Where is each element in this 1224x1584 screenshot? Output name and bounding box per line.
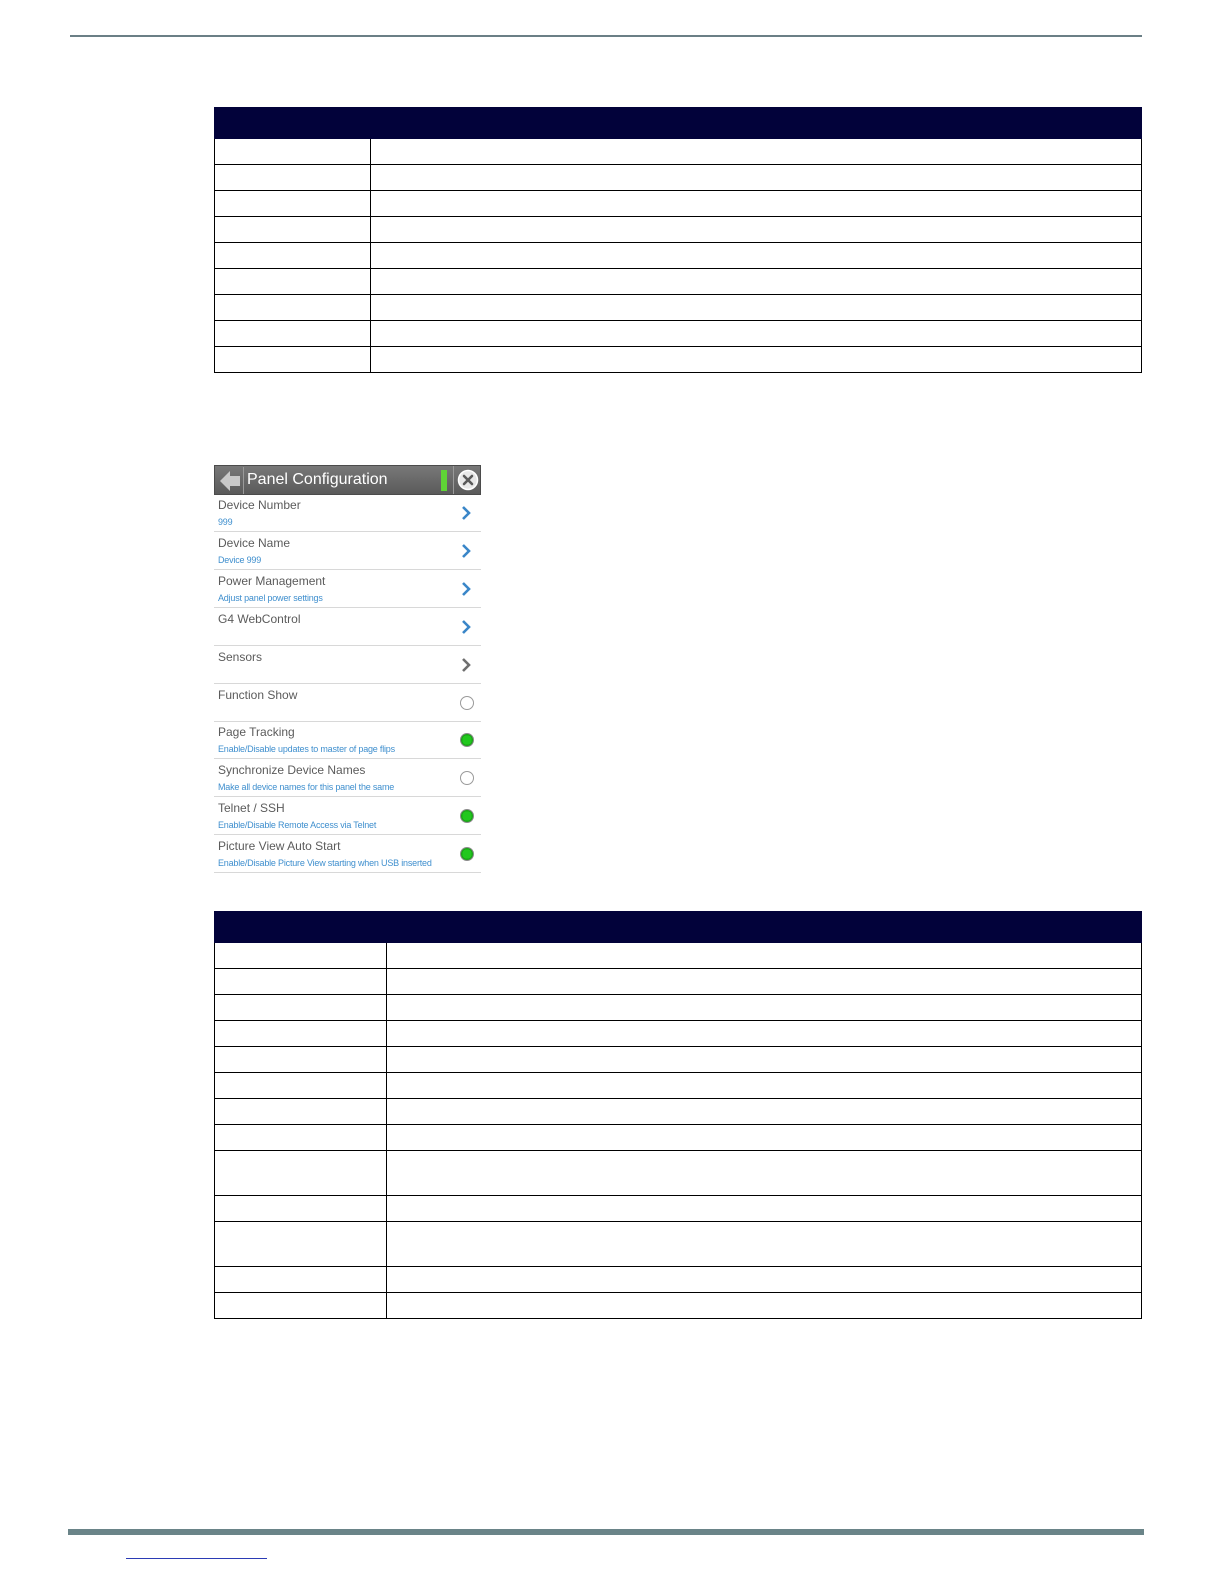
row-label: Telnet / SSH [218, 801, 285, 815]
close-icon [457, 469, 479, 491]
table-row [215, 1196, 1142, 1222]
table-row [215, 243, 1142, 269]
picture-view-auto-start-toggle[interactable] [460, 847, 474, 861]
row-sublabel: Adjust panel power settings [218, 593, 323, 603]
row-label: Picture View Auto Start [218, 839, 341, 853]
table-row [215, 943, 1142, 969]
chevron-right-icon [460, 657, 472, 673]
close-button[interactable] [453, 466, 482, 494]
table-row [215, 269, 1142, 295]
setting-row-power-management[interactable] [214, 571, 481, 608]
table-row [215, 1293, 1142, 1319]
chevron-right-icon [460, 505, 472, 521]
row-label: Device Name [218, 536, 291, 550]
table-row [215, 191, 1142, 217]
telnet-ssh-toggle[interactable] [460, 809, 474, 823]
back-arrow-icon [218, 470, 242, 492]
row-sublabel: Enable/Disable Remote Access via Telnet [218, 820, 377, 830]
row-label: Sensors [218, 650, 263, 664]
setting-row-telnet-ssh[interactable] [214, 798, 481, 835]
status-bar-indicator [441, 470, 447, 491]
row-sublabel: Enable/Disable updates to master of page flips [218, 744, 395, 754]
table-row [215, 139, 1142, 165]
setting-row-picture-view-auto-start[interactable] [214, 836, 481, 873]
footer-rule [68, 1529, 1144, 1535]
table-row [215, 995, 1142, 1021]
row-sublabel: 999 [218, 517, 233, 527]
table-1-header-cell [215, 108, 371, 139]
panel-header [214, 465, 481, 495]
table-2 [214, 911, 1142, 1319]
back-button[interactable] [216, 467, 244, 494]
table-2-header-cell [215, 912, 387, 943]
table-row [215, 1047, 1142, 1073]
table-row [215, 969, 1142, 995]
row-sublabel: Device 999 [218, 555, 262, 565]
row-sublabel: Enable/Disable Picture View starting when USB inserted [218, 858, 432, 868]
row-sublabel: Make all device names for this panel the same [218, 782, 395, 792]
page-tracking-toggle[interactable] [460, 733, 474, 747]
table-row [215, 1021, 1142, 1047]
chevron-right-icon [460, 619, 472, 635]
panel-configuration-screenshot [214, 465, 481, 874]
row-label: G4 WebControl [218, 612, 301, 626]
table-row [215, 1222, 1142, 1267]
table-row [215, 1267, 1142, 1293]
table-row [215, 1151, 1142, 1196]
table-row [215, 165, 1142, 191]
setting-row-device-name[interactable] [214, 533, 481, 570]
footer-link-underline[interactable] [126, 1558, 267, 1559]
table-row [215, 1073, 1142, 1099]
chevron-right-icon [460, 543, 472, 559]
row-label: Function Show [218, 688, 298, 702]
row-label: Page Tracking [218, 725, 295, 739]
table-row [215, 347, 1142, 373]
table-1 [214, 107, 1142, 373]
top-rule [70, 35, 1142, 37]
setting-row-function-show[interactable] [214, 685, 481, 722]
function-show-toggle[interactable] [460, 696, 474, 710]
table-1-header-cell [371, 108, 1142, 139]
setting-row-g4-webcontrol[interactable] [214, 609, 481, 646]
table-row [215, 295, 1142, 321]
setting-row-sensors[interactable] [214, 647, 481, 684]
row-label: Power Management [218, 574, 326, 588]
table-row [215, 1099, 1142, 1125]
row-label: Device Number [218, 498, 301, 512]
setting-row-synchronize-device-names[interactable] [214, 760, 481, 797]
setting-row-device-number[interactable] [214, 495, 481, 532]
table-2-header-cell [387, 912, 1142, 943]
table-row [215, 321, 1142, 347]
table-row [215, 1125, 1142, 1151]
row-label: Synchronize Device Names [218, 763, 366, 777]
chevron-right-icon [460, 581, 472, 597]
table-row [215, 217, 1142, 243]
panel-title: Panel Configuration [247, 471, 388, 488]
setting-row-page-tracking[interactable] [214, 722, 481, 759]
synchronize-device-names-toggle[interactable] [460, 771, 474, 785]
